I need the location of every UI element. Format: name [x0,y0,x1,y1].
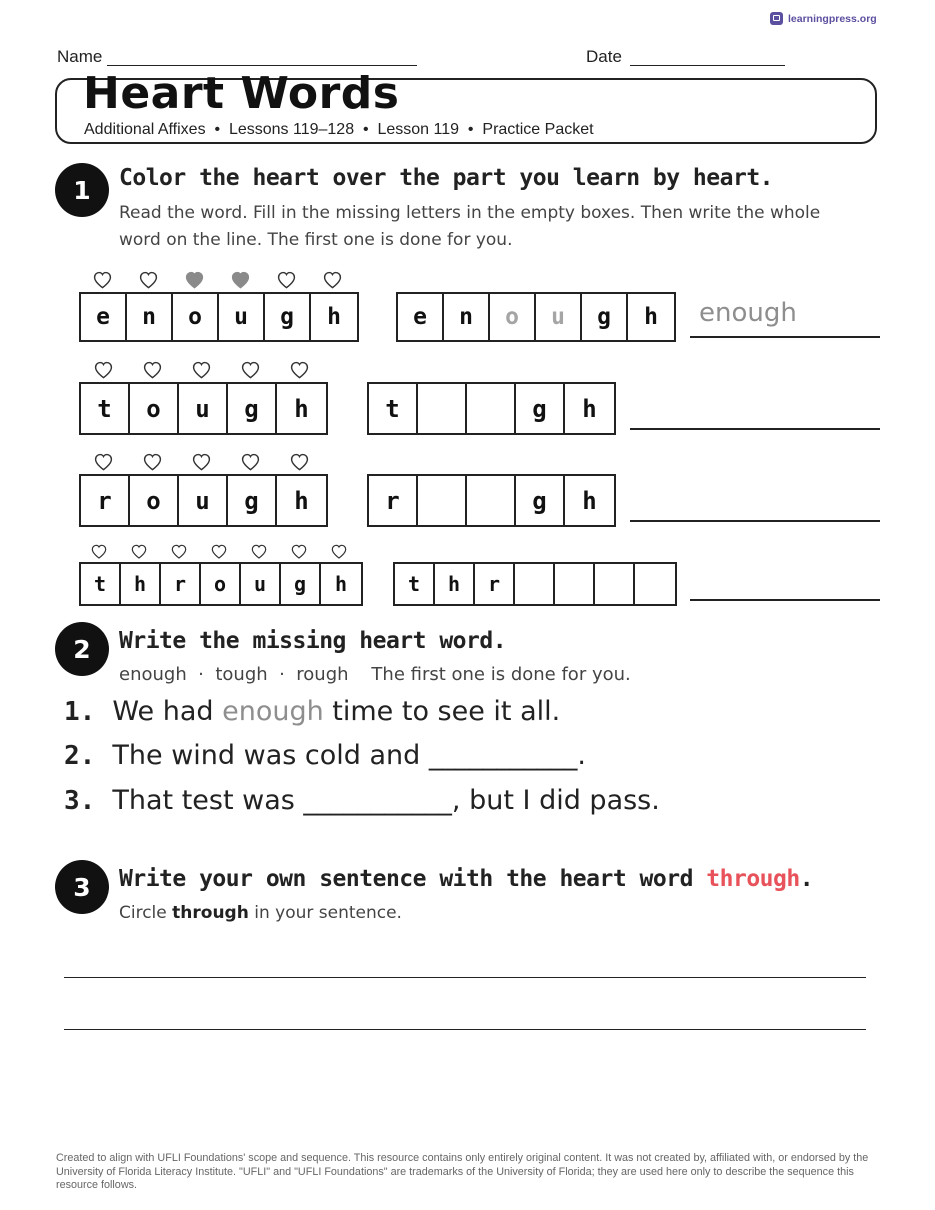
section-2-number: 2 [55,622,109,676]
answer-line[interactable] [690,599,880,601]
letter-box: g [228,476,277,525]
heart-icon[interactable] [275,453,324,472]
letter-box: u [219,294,265,340]
empty-letter-box[interactable] [515,564,555,604]
word-boxes [79,474,328,527]
letter-box: h [327,304,341,330]
letter-box: h [334,572,348,596]
sentence-text-before: We had [112,696,223,727]
letter-box: t [395,564,435,604]
heart-icon[interactable] [177,453,226,472]
word-boxes [79,382,328,435]
heart-filled-icon[interactable] [217,271,263,290]
letter-box: r [161,564,201,604]
letter-box: h [121,564,161,604]
section-3-heart-word: through [706,866,800,892]
letter-box: r [369,476,418,525]
section-1-title: Color the heart over the part you learn by heart. [119,165,774,191]
word-boxes [79,292,359,342]
section-3-title-text: Write your own sentence with the heart word [119,866,707,892]
section-3-instructions [119,900,402,927]
letter-box: h [644,304,658,330]
sentence-number: 1. [64,697,96,727]
heart-icon[interactable] [239,544,279,560]
heart-icon[interactable] [128,453,177,472]
letter-box: o [130,384,179,433]
letter-box: g [228,384,277,433]
empty-letter-box[interactable] [635,564,675,604]
letter-box: o [130,476,179,525]
heart-icon[interactable] [79,271,125,290]
letter-box: u [179,476,228,525]
word-boxes [79,562,363,606]
empty-letter-box[interactable] [418,476,467,525]
heart-icon[interactable] [177,361,226,380]
instr-text-after: in your sentence. [248,903,402,923]
letter-box: u [536,294,582,340]
heart-icon[interactable] [128,361,177,380]
letter-box: n [127,294,173,340]
answer-line[interactable] [630,428,880,430]
letter-box: r [475,564,515,604]
brand-name: learningpress.org [788,12,877,25]
heart-icon[interactable] [159,544,199,560]
sentence-text[interactable]: That test was ___________, but I did pass. [112,785,660,816]
date-label: Date [586,47,622,66]
letter-box: e [81,294,127,340]
heart-row [79,361,324,380]
letter-box: o [201,564,241,604]
answer-text: enough [699,298,797,328]
empty-letter-box[interactable] [467,476,516,525]
section-1-number: 1 [55,163,109,217]
empty-letter-box[interactable] [555,564,595,604]
heart-icon[interactable] [226,361,275,380]
instr-heart-word: through [172,903,249,923]
name-field[interactable] [107,65,417,66]
fill-in-boxes [367,382,616,435]
sentence-number: 3. [64,786,96,816]
sentence-2 [64,740,586,771]
letter-box: g [281,564,321,604]
section-2-title: Write the missing heart word. [119,628,507,654]
answer-line[interactable] [630,520,880,522]
empty-letter-box[interactable] [595,564,635,604]
writing-line-1[interactable] [64,977,866,978]
writing-line-2[interactable] [64,1029,866,1030]
heart-icon[interactable] [125,271,171,290]
heart-icon[interactable] [79,453,128,472]
letter-box: g [582,294,628,340]
heart-filled-icon[interactable] [171,271,217,290]
answer-line[interactable] [690,336,880,338]
fill-in-boxes [393,562,677,606]
letter-box: r [81,476,130,525]
word-bank: enough · tough · rough The first one is done for you. [119,664,631,685]
empty-letter-box[interactable] [418,384,467,433]
section-3-title-period: . [799,866,814,892]
heart-icon[interactable] [79,544,119,560]
letter-box: n [444,294,490,340]
footer-disclaimer: Created to align with UFLI Foundations' scope and sequence. This resource contains only entirely original content. It was not created by, affiliated with, or endorsed by the University of Florida Literacy Institute. "UFLI" and "UFLI Foundations" are trademarks of the University of Florida; they are used here only to describe the sequence this resource follows. [56,1152,869,1191]
letter-box: h [435,564,475,604]
letter-box: g [265,294,311,340]
page-title: Heart Words [83,68,400,119]
heart-row [79,544,359,560]
letter-box: h [582,486,597,515]
letter-box: h [294,486,309,515]
instr-text-before: Circle [119,903,173,923]
sentence-1 [64,696,560,727]
heart-row [79,453,324,472]
letter-box: u [241,564,281,604]
letter-box: o [490,294,536,340]
sentence-answer[interactable]: enough [222,696,324,727]
heart-icon[interactable] [199,544,239,560]
page-subtitle: Additional Affixes • Lessons 119–128 • Lesson 119 • Practice Packet [84,121,594,138]
section-3-title [119,866,813,892]
letter-box: u [179,384,228,433]
sentence-3 [64,785,660,816]
empty-letter-box[interactable] [467,384,516,433]
brand-link[interactable] [770,12,877,25]
letter-box: o [173,294,219,340]
letter-box: g [516,476,565,525]
fill-in-boxes [367,474,616,527]
section-3-number: 3 [55,860,109,914]
letter-box: g [516,384,565,433]
book-icon [770,12,783,25]
letter-box: t [369,384,418,433]
heart-icon[interactable] [263,271,309,290]
letter-box: h [294,394,309,423]
letter-box: t [81,564,121,604]
name-label: Name [57,47,103,66]
letter-box: e [398,294,444,340]
date-field[interactable] [630,65,785,66]
sentence-text[interactable]: The wind was cold and ___________. [112,740,586,771]
heart-icon[interactable] [226,453,275,472]
heart-icon[interactable] [119,544,159,560]
letter-box: t [81,384,130,433]
letter-box: h [582,394,597,423]
heart-icon[interactable] [275,361,324,380]
section-1-instructions: Read the word. Fill in the missing letters in the empty boxes. Then write the whole word on the line. The first one is done for you. [119,203,821,250]
heart-icon[interactable] [279,544,319,560]
heart-icon[interactable] [79,361,128,380]
heart-row [79,271,355,290]
fill-in-boxes [396,292,676,342]
heart-icon[interactable] [309,271,355,290]
sentence-text-after: time to see it all. [323,696,561,727]
sentence-number: 2. [64,741,96,771]
heart-icon[interactable] [319,544,359,560]
